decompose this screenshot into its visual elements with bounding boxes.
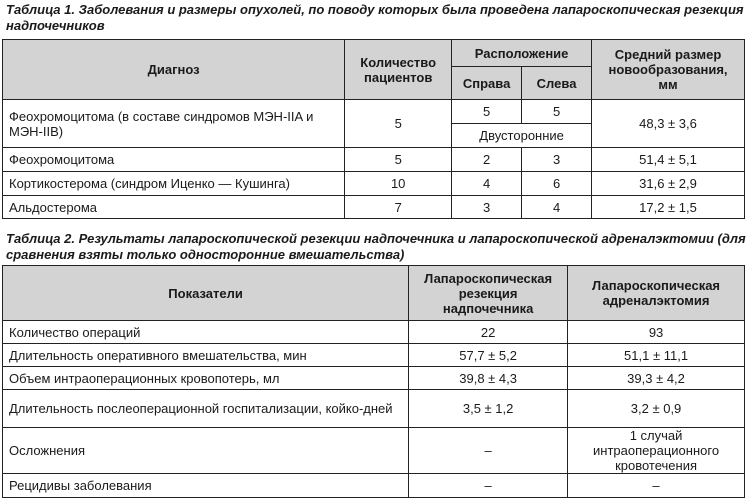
table1-header-count: Количество пациентов xyxy=(345,40,452,100)
table1-cell-count: 5 xyxy=(345,148,452,172)
table2-caption-prefix: Таблица 2. xyxy=(6,231,75,246)
table1-cell-diagnosis: Кортикостерома (синдром Иценко — Кушинга) xyxy=(3,172,345,196)
table1-cell-diagnosis: Феохромоцитома xyxy=(3,148,345,172)
table2-cell-adrenalectomy: – xyxy=(568,474,745,498)
table1-cell-left: 6 xyxy=(522,172,592,196)
table2-cell-resection: – xyxy=(409,428,568,474)
table2-cell-label: Рецидивы заболевания xyxy=(3,474,409,498)
table1-cell-size: 51,4 ± 5,1 xyxy=(592,148,745,172)
table2-cell-adrenalectomy: 51,1 ± 11,1 xyxy=(568,344,745,367)
table2-header-indicators: Показатели xyxy=(3,266,409,321)
table-row xyxy=(3,148,745,172)
table1-cell-size: 17,2 ± 1,5 xyxy=(592,196,745,219)
table2-header-resection: Лапароскопическая резекция надпочечника xyxy=(409,266,568,321)
table1-header-left: Слева xyxy=(522,67,592,100)
table2 xyxy=(2,265,745,498)
table1-cell-right: 5 xyxy=(452,100,522,124)
table1-cell-size: 48,3 ± 3,6 xyxy=(592,100,745,148)
table2-cell-label: Длительность послеоперационной госпитализации, койко-дней xyxy=(3,390,409,428)
table2-cell-resection: 39,8 ± 4,3 xyxy=(409,367,568,390)
table-row xyxy=(3,367,745,390)
table1-caption-text: Заболевания и размеры опухолей, по поводу которых была проведена лапароскопическая резекция надпочечников xyxy=(6,2,744,33)
table1-cell-count: 10 xyxy=(345,172,452,196)
table2-caption-text: Результаты лапароскопической резекции надпочечника и лапароскопической адреналэктомии (для сравнения взяты только односторонние вмешательства) xyxy=(6,231,746,262)
table2-cell-resection: 57,7 ± 5,2 xyxy=(409,344,568,367)
table2-cell-adrenalectomy: 93 xyxy=(568,321,745,344)
table2-cell-adrenalectomy: 1 случай интраоперационного кровотечения xyxy=(568,428,745,474)
table-row xyxy=(3,100,745,124)
table1-cell-diagnosis: Феохромоцитома (в составе синдромов МЭН-IIA и МЭН-IIB) xyxy=(3,100,345,148)
table1-cell-right: 4 xyxy=(452,172,522,196)
table1-caption xyxy=(0,2,747,34)
table-row xyxy=(3,172,745,196)
table-row xyxy=(3,428,745,474)
table1-cell-size: 31,6 ± 2,9 xyxy=(592,172,745,196)
table2-cell-label: Длительность оперативного вмешательства, мин xyxy=(3,344,409,367)
table2-cell-adrenalectomy: 3,2 ± 0,9 xyxy=(568,390,745,428)
table1-cell-count: 7 xyxy=(345,196,452,219)
table2-cell-resection: 3,5 ± 1,2 xyxy=(409,390,568,428)
table2-cell-adrenalectomy: 39,3 ± 4,2 xyxy=(568,367,745,390)
table-row xyxy=(3,196,745,219)
table2-cell-resection: 22 xyxy=(409,321,568,344)
table-row xyxy=(3,344,745,367)
table1 xyxy=(2,39,745,219)
table1-cell-right: 3 xyxy=(452,196,522,219)
table1-header-right: Справа xyxy=(452,67,522,100)
table1-cell-diagnosis: Альдостерома xyxy=(3,196,345,219)
table1-cell-left: 5 xyxy=(522,100,592,124)
table1-cell-left: 3 xyxy=(522,148,592,172)
table1-cell-count: 5 xyxy=(345,100,452,148)
table1-caption-prefix: Таблица 1. xyxy=(6,2,75,17)
table1-cell-left: 4 xyxy=(522,196,592,219)
table2-cell-label: Объем интраоперационных кровопотерь, мл xyxy=(3,367,409,390)
table1-header-size: Средний размер новообразования, мм xyxy=(592,40,745,100)
table1-cell-right: 2 xyxy=(452,148,522,172)
table1-header-diagnosis: Диагноз xyxy=(3,40,345,100)
table-row xyxy=(3,390,745,428)
table2-header-adrenalectomy: Лапароскопическая адреналэктомия xyxy=(568,266,745,321)
table-row xyxy=(3,474,745,498)
table1-header-location: Расположение xyxy=(452,40,592,67)
table-row xyxy=(3,321,745,344)
table2-cell-resection: – xyxy=(409,474,568,498)
table2-cell-label: Осложнения xyxy=(3,428,409,474)
table2-caption xyxy=(0,231,747,263)
table2-cell-label: Количество операций xyxy=(3,321,409,344)
table1-cell-bilateral: Двусторонние xyxy=(452,124,592,148)
